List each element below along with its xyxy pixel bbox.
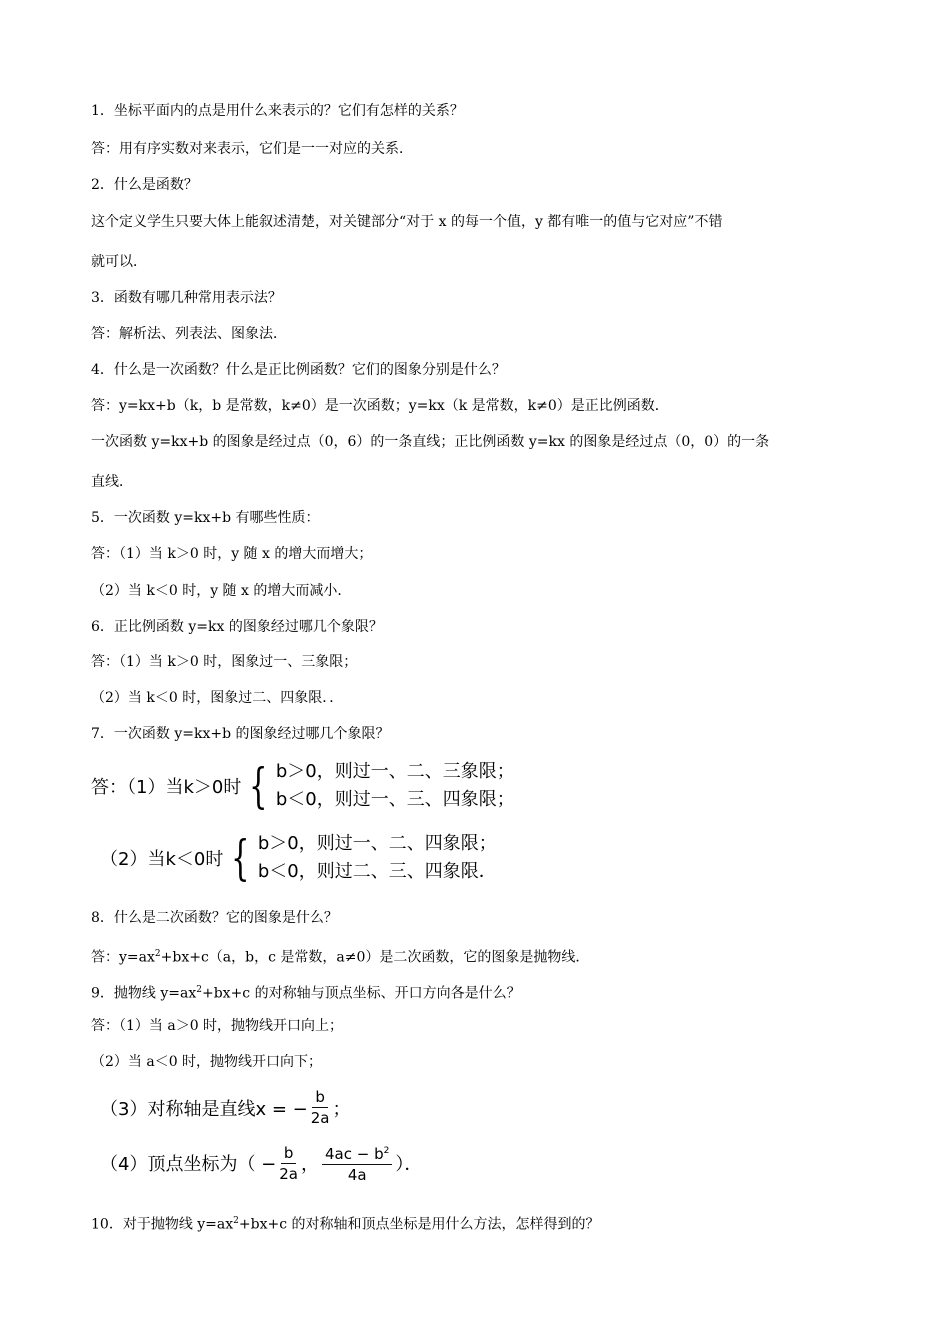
formula-separator: ， <box>301 1154 320 1175</box>
answer-9-line2: （2）当 a＜0 时，抛物线开口向下； <box>91 1054 323 1070</box>
fraction-numerator: b <box>281 1144 297 1164</box>
fraction <box>279 1144 298 1183</box>
answer-1: 答：用有序实数对来表示，它们是一一对应的关系． <box>91 141 413 157</box>
numerator-text: 4ac − b <box>325 1145 384 1163</box>
case-row: b＞0，则过一、二、三象限； <box>275 761 515 782</box>
question-8: 8．什么是二次函数？它的图象是什么？ <box>91 910 338 926</box>
fraction-denominator: 4a <box>347 1166 367 1184</box>
superscript: 2 <box>233 1216 239 1226</box>
question-6: 6．正比例函数 y=kx 的图象经过哪几个象限？ <box>91 619 383 635</box>
superscript: 2 <box>196 985 202 995</box>
superscript: 2 <box>154 949 161 959</box>
question-9-part: +bx+c 的对称轴与顶点坐标、开口方向各是什么？ <box>201 985 521 1002</box>
case-lead: （2）当k＜0时 <box>100 849 224 870</box>
case-row: b＜0，则过二、三、四象限． <box>257 861 497 882</box>
superscript: 2 <box>383 1146 390 1156</box>
formula-tail: ； <box>332 1098 351 1120</box>
formula-lead: （3）对称轴是直线x = − <box>100 1098 308 1120</box>
answer-6-line1: 答：（1）当 k＞0 时，图象过一、三象限； <box>91 654 358 670</box>
fraction-numerator <box>322 1142 392 1165</box>
case-row: b＜0，则过一、三、四象限； <box>275 789 515 810</box>
axis-of-symmetry-formula <box>100 1088 350 1127</box>
answer-2-line2: 就可以． <box>91 254 147 270</box>
answer-8-part: +bx+c（a，b，c 是常数，a≠0）是二次函数，它的图象是抛物线． <box>160 949 590 966</box>
brace-icon: { <box>231 830 250 886</box>
question-4: 4．什么是一次函数？什么是正比例函数？它们的图象分别是什么？ <box>91 362 506 378</box>
question-3: 3．函数有哪几种常用表示法？ <box>91 290 282 306</box>
question-5: 5．一次函数 y=kx+b 有哪些性质： <box>91 510 320 526</box>
question-10-part: +bx+c 的对称轴和顶点坐标是用什么方法，怎样得到的？ <box>238 1216 600 1233</box>
case-block-k-positive <box>91 758 515 814</box>
vertex-formula <box>100 1142 422 1184</box>
fraction-denominator: 2a <box>310 1109 330 1127</box>
answer-9-line1: 答：（1）当 a＞0 时，抛物线开口向上； <box>91 1018 344 1034</box>
answer-8-part: 答：y=ax <box>91 949 155 966</box>
case-row: b＞0，则过一、二、四象限； <box>257 833 497 854</box>
answer-4-line1: 答：y=kx+b（k，b 是常数，k≠0）是一次函数；y=kx（k 是常数，k≠0）是正比例函数． <box>91 398 669 414</box>
answer-8 <box>91 944 589 968</box>
fraction-denominator: 2a <box>279 1164 299 1183</box>
answer-4-line2: 一次函数 y=kx+b 的图象是经过点（0，6）的一条直线；正比例函数 y=kx 的图象是经过点（0，0）的一条 <box>91 434 770 450</box>
fraction-numerator: b <box>312 1088 328 1108</box>
question-2: 2．什么是函数？ <box>91 177 198 193</box>
question-1: 1．坐标平面内的点是用什么来表示的？它们有怎样的关系？ <box>91 103 464 119</box>
question-10 <box>91 1211 600 1235</box>
answer-2-line1: 这个定义学生只要大体上能叙述清楚，对关键部分“对于 x 的每一个值，y 都有唯一的值与它对应”不错 <box>91 214 723 230</box>
fraction <box>322 1142 392 1184</box>
answer-4-line3: 直线． <box>91 474 133 490</box>
brace-icon: { <box>249 758 268 814</box>
question-9 <box>91 980 521 1004</box>
case-block-k-negative <box>100 830 497 886</box>
case-lead: 答：（1）当k＞0时 <box>91 777 242 798</box>
question-7: 7．一次函数 y=kx+b 的图象经过哪几个象限？ <box>91 726 390 742</box>
formula-tail: ）． <box>395 1154 423 1175</box>
formula-lead: （4）顶点坐标为（ − <box>100 1154 277 1175</box>
fraction <box>311 1088 330 1127</box>
question-9-part: 9．抛物线 y=ax <box>91 985 197 1002</box>
answer-5-line1: 答：（1）当 k＞0 时，y 随 x 的增大而增大； <box>91 546 373 562</box>
answer-3: 答：解析法、列表法、图象法． <box>91 326 287 342</box>
answer-5-line2: （2）当 k＜0 时，y 随 x 的增大而减小． <box>91 583 352 599</box>
answer-6-line2: （2）当 k＜0 时，图象过二、四象限．． <box>91 690 344 706</box>
question-10-part: 10．对于抛物线 y=ax <box>91 1216 234 1233</box>
